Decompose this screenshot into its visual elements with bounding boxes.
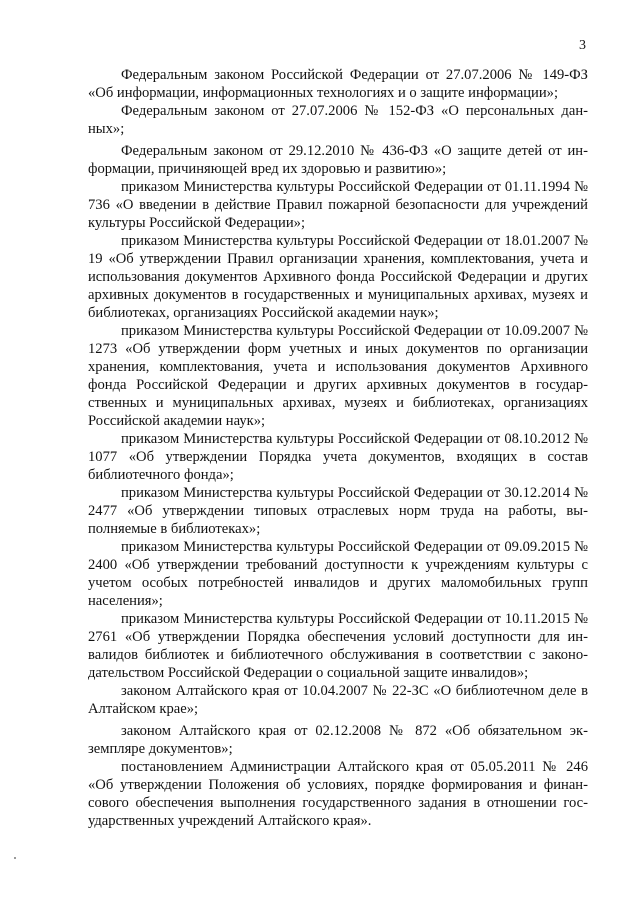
paragraph-order-1273: приказом Министерства культуры Российской Федерации от 10.09.2007 № 1273 «Об утверждении форм учетных и иных документов по организации хранения, комплектования, учета и использования документов Архивного фонда Российской Федерации и других архивных документов в государственных и муниципальных архивах, музеях и библиотеках, организациях Российской академии наук»;	[88, 323, 588, 429]
paragraph-order-736: приказом Министерства культуры Российской Федерации от 01.11.1994 № 736 «О введении в действие Правил пожарной безопасности для учреждений культуры Российской Федерации»;	[88, 179, 588, 231]
scan-speck	[14, 857, 16, 859]
paragraph-order-2400: приказом Министерства культуры Российской Федерации от 09.09.2015 № 2400 «Об утверждении требований доступности к учреждениям культуры с учетом особых потребностей инвалидов и других маломобильных групп населения»;	[88, 539, 588, 609]
paragraph-order-2477: приказом Министерства культуры Российской Федерации от 30.12.2014 № 2477 «Об утверждении типовых отраслевых норм труда на работы, выполняемые в библиотеках»;	[88, 485, 588, 537]
page-number: 3	[579, 38, 586, 53]
paragraph-law-436fz: Федеральным законом от 29.12.2010 № 436-ФЗ «О защите детей от информации, причиняющей вред их здоровью и развитию»;	[88, 143, 588, 177]
paragraph-order-1077: приказом Министерства культуры Российской Федерации от 08.10.2012 № 1077 «Об утверждении Порядка учета документов, входящих в состав библиотечного фонда»;	[88, 431, 588, 483]
paragraph-law-152fz: Федеральным законом от 27.07.2006 № 152-ФЗ «О персональных данных»;	[88, 103, 588, 137]
paragraph-law-149fz: Федеральным законом Российской Федерации от 27.07.2006 № 149-ФЗ «Об информации, информационных технологиях и о защите информации»;	[88, 67, 588, 101]
paragraph-order-2761: приказом Министерства культуры Российской Федерации от 10.11.2015 № 2761 «Об утверждении Порядка обеспечения условий доступности для инвалидов библиотек и библиотечного обслуживания в соответствии с законодательством Российской Федерации о социальной защите инвалидов»;	[88, 611, 588, 681]
paragraph-regional-law-22zs: законом Алтайского края от 10.04.2007 № 22-ЗС «О библиотечном деле в Алтайском крае»;	[88, 683, 588, 717]
paragraph-order-19: приказом Министерства культуры Российской Федерации от 18.01.2007 № 19 «Об утверждении Правил организации хранения, комплектования, учета и использования документов Архивного фонда Российской Федерации и других архивных документов в государственных и муниципальных архивах, музеях и библиотеках, организациях Российской академии наук»;	[88, 233, 588, 321]
paragraph-resolution-246: постановлением Администрации Алтайского края от 05.05.2011 № 246 «Об утверждении Положения об условиях, порядке формирования и финансового обеспечения выполнения государственного задания в отношении государственных учреждений Алтайского края».	[88, 759, 588, 829]
paragraph-regional-law-872: законом Алтайского края от 02.12.2008 № 872 «Об обязательном экземпляре документов»;	[88, 723, 588, 757]
document-body	[88, 66, 588, 830]
